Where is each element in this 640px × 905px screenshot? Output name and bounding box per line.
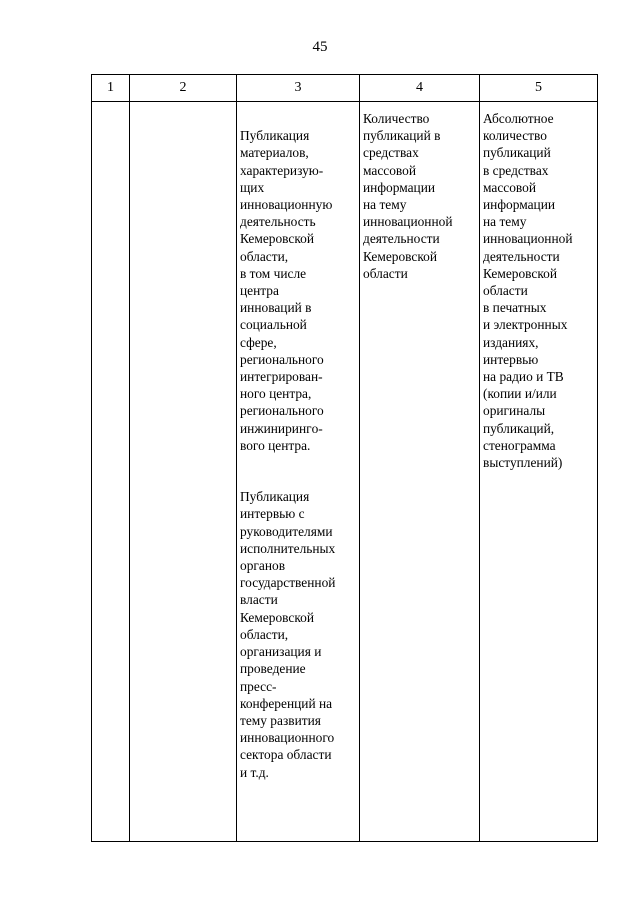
activity-paragraph-1: Публикация материалов, характеризую- щих инновационную деятельность Кемеровской области, в том числе центра инноваций в социальной сфере, регионального интегрирован- ного центра, регионального инжинирингo- вого центра. — [240, 128, 333, 453]
activity-paragraph-2: Публикация интервью с руководителями исполнительных органов государственной власти Кемеровской области, организация и проведение пресс- конференций на тему развития инновационного сектора области и т.д. — [240, 489, 336, 780]
column-header-4: 4 — [360, 75, 480, 102]
activity-description — [237, 102, 359, 798]
indicator-text: Количество публикаций в средствах массовой информации на тему инновационной деятельности Кемеровской области — [363, 111, 453, 281]
cell-col3 — [237, 102, 360, 842]
column-header-2: 2 — [130, 75, 237, 102]
column-header-5: 5 — [480, 75, 598, 102]
cell-col2 — [130, 102, 237, 842]
table-row — [92, 102, 598, 842]
indicators-table — [91, 74, 598, 842]
table-header-row — [92, 75, 598, 102]
cell-col1 — [92, 102, 130, 842]
cell-col4 — [360, 102, 480, 842]
column-header-1: 1 — [92, 75, 130, 102]
column-header-3: 3 — [237, 75, 360, 102]
confirmation-text: Абсолютное количество публикаций в средствах массовой информации на тему инновационной деятельности Кемеровской области в печатных и электронных изданиях, интервью на радио и ТВ (копии и/или оригиналы публикаций, стенограмма выступлений) — [483, 111, 573, 471]
cell-col5 — [480, 102, 598, 842]
page-number: 45 — [312, 39, 328, 55]
